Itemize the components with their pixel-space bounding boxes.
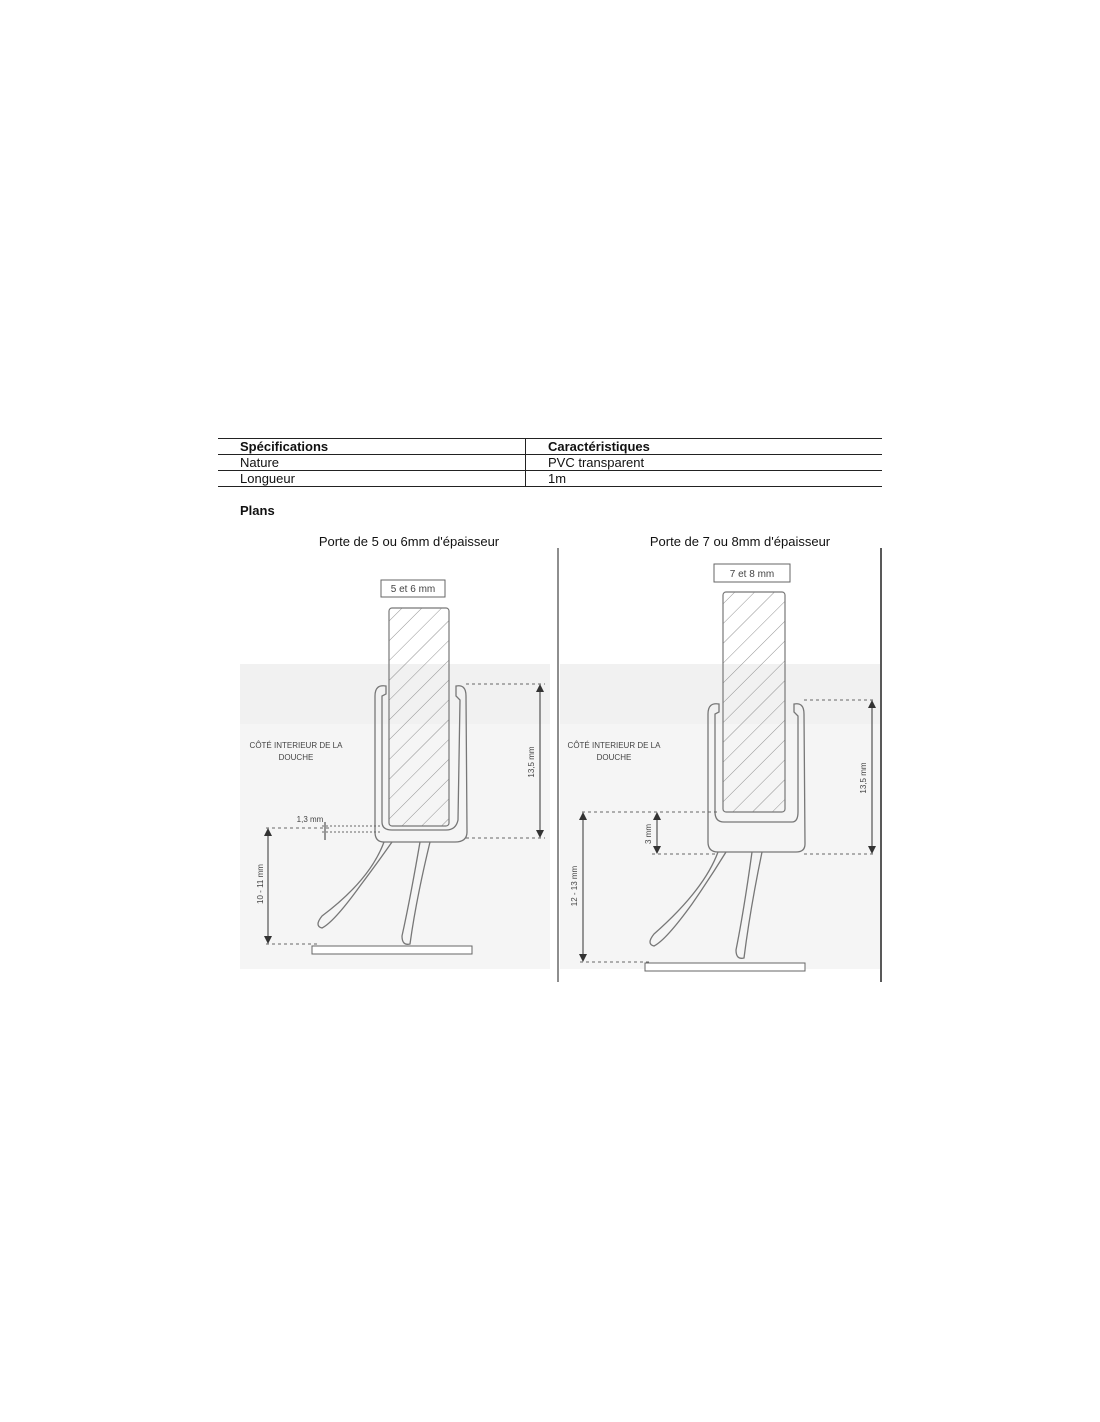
right-dim-gap-label: 3 mm bbox=[644, 824, 653, 844]
row-nature-label: Nature bbox=[218, 455, 526, 471]
row-length-value: 1m bbox=[526, 471, 883, 487]
right-plan-title: Porte de 7 ou 8mm d'épaisseur bbox=[649, 534, 831, 549]
header-specifications: Spécifications bbox=[218, 439, 526, 455]
left-plan-title: Porte de 5 ou 6mm d'épaisseur bbox=[318, 534, 500, 549]
right-side-label-line1: CÔTÉ INTERIEUR DE LA bbox=[567, 741, 661, 750]
right-glass-panel bbox=[723, 592, 785, 812]
left-dim-gap-label: 1,3 mm bbox=[296, 815, 324, 824]
header-characteristics: Caractéristiques bbox=[526, 439, 883, 455]
plans-heading: Plans bbox=[240, 503, 275, 518]
row-nature-value: PVC transparent bbox=[526, 455, 883, 471]
right-top-band bbox=[560, 664, 880, 724]
left-side-label-line1: CÔTÉ INTERIEUR DE LA bbox=[249, 741, 343, 750]
left-glass-panel bbox=[389, 608, 449, 826]
left-dim-lip-label: 10 - 11 mm bbox=[256, 864, 265, 904]
left-dim-height-label: 13,5 mm bbox=[527, 746, 536, 778]
right-side-label-line2: DOUCHE bbox=[596, 753, 632, 762]
right-dim-height-label: 13,5 mm bbox=[859, 762, 868, 794]
row-length-label: Longueur bbox=[218, 471, 526, 487]
right-thickness-label: 7 et 8 mm bbox=[729, 569, 775, 580]
left-thickness-label: 5 et 6 mm bbox=[390, 584, 436, 595]
left-side-label-line2: DOUCHE bbox=[278, 753, 314, 762]
right-dim-lip-label: 12 - 13 mm bbox=[570, 865, 579, 907]
left-floor bbox=[312, 946, 472, 954]
right-floor bbox=[645, 963, 805, 971]
